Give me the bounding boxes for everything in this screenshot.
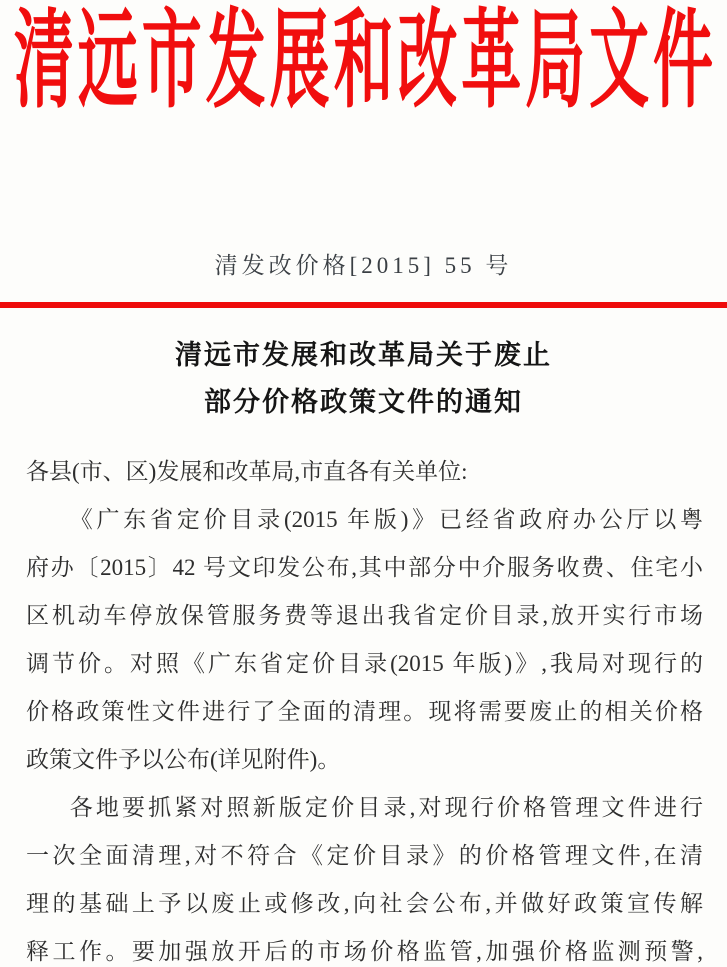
body-line: 区机动车停放保管服务费等退出我省定价目录,放开实行市场 [26,603,703,628]
body-line: 理的基础上予以废止或修改,向社会公布,并做好政策宣传解 [26,891,703,916]
notice-title [0,332,727,426]
notice-title-line-1: 清远市发展和改革局关于废止 [175,340,552,370]
body-line-salutation: 各县(市、区)发展和改革局,市直各有关单位: [26,459,468,484]
body-line: 府办〔2015〕42 号文印发公布,其中部分中介服务收费、住宅小 [26,555,703,580]
document-number: 清发改价格[2015] 55 号 [214,253,513,278]
body-line: 释工作。要加强放开后的市场价格监管,加强价格监测预警, [26,939,703,964]
red-divider-rule [0,302,727,308]
letterhead [0,0,727,124]
body-line: 一次全面清理,对不符合《定价目录》的价格管理文件,在清 [26,843,703,868]
agency-letterhead-title: 清远市发展和改革局文件 [14,2,713,120]
body-line: 调节价。对照《广东省定价目录(2015 年版)》,我局对现行的 [26,651,703,676]
body-line: 价格政策性文件进行了全面的清理。现将需要废止的相关价格 [26,699,703,724]
body-line: 政策文件予以公布(详见附件)。 [26,747,341,772]
body-line: 各地要抓紧对照新版定价目录,对现行价格管理文件进行 [69,795,703,820]
notice-body [26,448,703,967]
body-line: 《广东省定价目录(2015 年版)》已经省政府办公厅以粤 [69,507,703,532]
notice-title-line-2: 部分价格政策文件的通知 [204,387,523,417]
